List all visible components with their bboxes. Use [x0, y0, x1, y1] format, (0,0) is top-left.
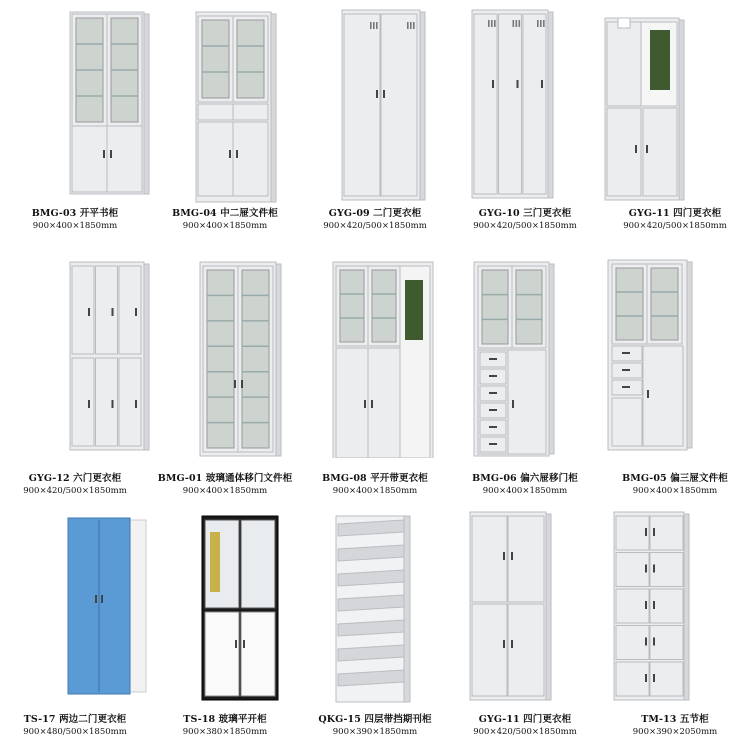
product-name — [450, 713, 600, 726]
product-dimensions: 900×420/500×1850mm — [473, 221, 577, 231]
product-model: BMG-04 — [172, 208, 217, 219]
five-section-cabinet-icon — [600, 500, 750, 708]
product-card — [600, 500, 750, 750]
product-model: QKG-15 — [318, 714, 361, 725]
four-door-locker-open-icon — [600, 0, 750, 208]
product-dimensions: 900×400×1850mm — [482, 486, 568, 496]
product-card — [450, 500, 600, 750]
product-caption — [600, 207, 750, 233]
product-dimensions: 900×420/500×1850mm — [473, 727, 577, 737]
six-drawer-sliding-cabinet-icon — [450, 250, 600, 458]
product-model: GYG-11 — [628, 208, 670, 219]
product-dimensions: 900×390×2050mm — [632, 727, 718, 737]
product-title: 六门更衣柜 — [73, 473, 122, 484]
product-card — [0, 250, 150, 500]
product-caption — [150, 713, 300, 739]
product-model: BMG-03 — [31, 208, 77, 219]
product-name — [0, 472, 150, 485]
product-dimensions: 900×380×1850mm — [182, 727, 268, 737]
product-model: GYG-09 — [328, 208, 370, 219]
product-title: 中二屉文件柜 — [220, 208, 278, 219]
product-caption — [150, 472, 300, 498]
blue-two-door-cabinet-icon — [0, 500, 150, 708]
product-caption — [450, 472, 600, 498]
product-title: 二门更衣柜 — [373, 208, 422, 219]
product-card — [600, 250, 750, 500]
product-dimensions: 900×480/500×1850mm — [23, 727, 127, 737]
product-title: 平开带更衣柜 — [370, 473, 428, 484]
product-card — [0, 500, 150, 750]
product-title: 四门更衣柜 — [673, 208, 722, 219]
product-caption — [450, 713, 600, 739]
product-name — [300, 207, 450, 220]
product-name — [150, 207, 300, 220]
product-name — [0, 713, 150, 726]
product-caption — [600, 713, 750, 739]
product-dimensions: 900×420/500×1850mm — [23, 486, 127, 496]
product-dimensions: 900×390×1850mm — [332, 727, 418, 737]
two-door-locker-icon — [300, 0, 450, 208]
product-name — [450, 472, 600, 485]
product-name — [450, 207, 600, 220]
product-title: 四门更衣柜 — [523, 714, 572, 725]
product-dimensions: 900×400×1850mm — [32, 221, 118, 231]
four-door-cabinet-closed-icon — [450, 500, 600, 708]
three-door-locker-icon — [450, 0, 600, 208]
product-card — [300, 500, 450, 750]
product-dimensions: 900×400×1850mm — [182, 221, 268, 231]
product-card — [0, 0, 150, 250]
product-card — [300, 250, 450, 500]
product-title: 玻璃通体移门文件柜 — [205, 473, 293, 484]
six-door-locker-icon — [0, 250, 150, 458]
product-title: 三门更衣柜 — [523, 208, 572, 219]
product-card — [300, 0, 450, 250]
product-model: BMG-06 — [472, 473, 517, 484]
product-caption — [150, 207, 300, 233]
product-model: BMG-08 — [322, 473, 367, 484]
product-dimensions: 900×400×1850mm — [182, 486, 268, 496]
product-card — [600, 0, 750, 250]
product-caption — [600, 472, 750, 498]
product-title: 偏三屉文件柜 — [670, 473, 728, 484]
product-name — [150, 713, 300, 726]
product-model: TS-18 — [183, 714, 216, 725]
product-name — [600, 713, 750, 726]
product-caption — [450, 207, 600, 233]
product-model: GYG-11 — [478, 714, 520, 725]
product-model: BMG-05 — [622, 473, 667, 484]
product-title: 五节柜 — [679, 714, 709, 725]
product-dimensions: 900×400×1850mm — [332, 486, 418, 496]
product-card — [150, 500, 300, 750]
product-title: 开平书柜 — [79, 208, 119, 219]
product-name — [150, 472, 300, 485]
periodical-rack-icon — [300, 500, 450, 708]
product-caption — [0, 472, 150, 498]
product-caption — [300, 713, 450, 739]
product-caption — [300, 207, 450, 233]
cabinet-with-wardrobe-open-icon — [300, 250, 450, 458]
product-name — [300, 713, 450, 726]
product-caption — [0, 713, 150, 739]
product-dimensions: 900×420/500×1850mm — [623, 221, 727, 231]
product-name — [0, 207, 150, 220]
product-model: GYG-10 — [478, 208, 520, 219]
glass-top-two-drawer-cabinet-icon — [150, 0, 300, 208]
product-dimensions: 900×400×1850mm — [632, 486, 718, 496]
three-drawer-file-cabinet-icon — [600, 250, 750, 458]
product-card — [150, 0, 300, 250]
product-title: 四层带挡期刊柜 — [364, 714, 432, 725]
product-title: 偏六屉移门柜 — [520, 473, 578, 484]
full-glass-sliding-cabinet-icon — [150, 250, 300, 458]
black-white-glass-cabinet-icon — [150, 500, 300, 708]
product-title: 两边二门更衣柜 — [59, 714, 127, 725]
product-model: TS-17 — [23, 714, 56, 725]
product-name — [600, 472, 750, 485]
product-model: TM-13 — [641, 714, 677, 725]
product-title: 玻璃平开柜 — [218, 714, 267, 725]
product-model: BMG-01 — [157, 473, 203, 484]
product-card — [450, 250, 600, 500]
product-name — [300, 472, 450, 485]
product-card — [450, 0, 600, 250]
product-dimensions: 900×420/500×1850mm — [323, 221, 427, 231]
product-card — [150, 250, 300, 500]
product-caption — [0, 207, 150, 233]
product-name — [600, 207, 750, 220]
glass-top-two-door-cabinet-icon — [0, 0, 150, 208]
product-caption — [300, 472, 450, 498]
product-model: GYG-12 — [28, 473, 70, 484]
